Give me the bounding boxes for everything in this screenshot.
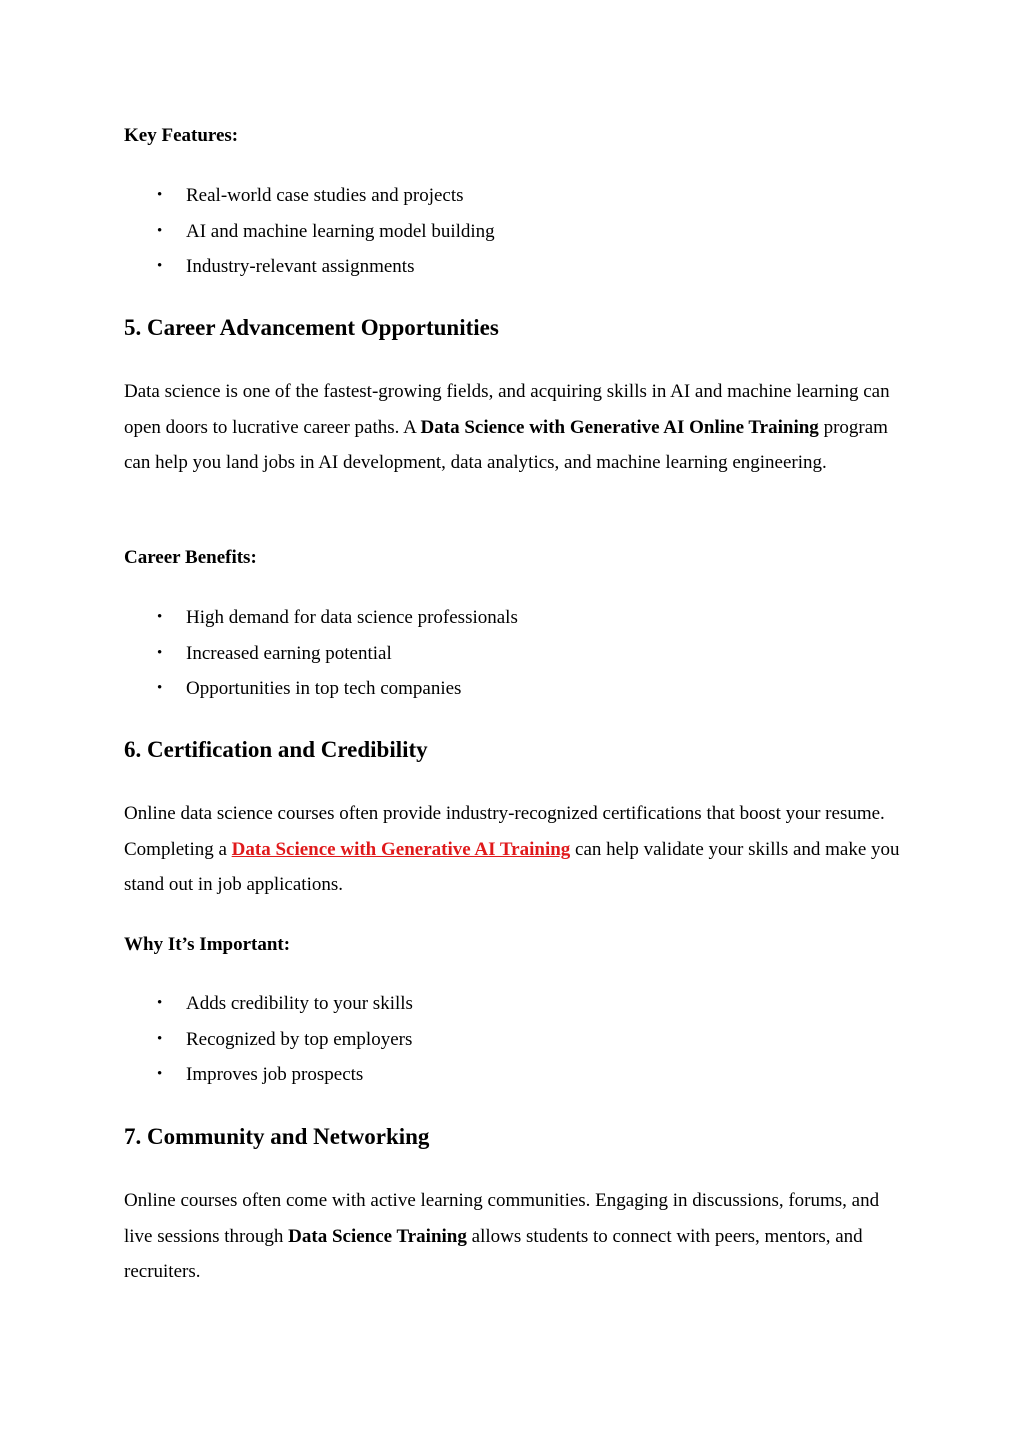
list-item: • AI and machine learning model building (124, 214, 495, 250)
list-item: • Opportunities in top tech companies (124, 671, 518, 707)
bullet-icon: • (157, 1066, 163, 1082)
training-link[interactable]: Data Science with Generative AI Training (231, 838, 571, 860)
list-item: • Improves job prospects (124, 1057, 413, 1093)
why-important-label: Why It’s Important: (124, 934, 291, 955)
career-benefits-label: Career Benefits: (124, 547, 257, 568)
bullet-icon: • (157, 258, 163, 274)
list-item: • High demand for data science professionals (124, 600, 518, 636)
bullet-icon: • (157, 222, 163, 239)
list-item: • Increased earning potential (124, 636, 518, 672)
certification-paragraph: Online data science courses often provide industry-recognized certifications that boost your resume. Completing a Data Science with Generative AI Training can help validate your skills and make you stand out in job applications. (124, 803, 900, 895)
section-heading-certification: 6. Certification and Credibility (124, 737, 428, 762)
bullet-icon: • (157, 644, 163, 661)
bullet-icon: • (157, 609, 163, 625)
key-features-list (124, 178, 495, 285)
career-paragraph: Data science is one of the fastest-growing fields, and acquiring skills in AI and machine learning can open doors to lucrative career paths. A Data Science with Generative AI Online Training program can help you land jobs in AI development, data analytics, and machine learning engineering. (124, 381, 890, 473)
community-paragraph: Online courses often come with active learning communities. Engaging in discussions, forums, and live sessions through Data Science Training allows students to connect with peers, mentors, and recruiters. (124, 1190, 880, 1282)
why-important-list (124, 986, 413, 1093)
list-item: • Real-world case studies and projects (124, 178, 495, 214)
bullet-icon: • (157, 1030, 163, 1047)
career-benefits-list (124, 600, 518, 707)
key-features-label: Key Features: (124, 125, 239, 146)
list-item: • Recognized by top employers (124, 1022, 413, 1058)
section-heading-community: 7. Community and Networking (124, 1124, 430, 1149)
list-item: • Industry-relevant assignments (124, 249, 495, 285)
bullet-icon: • (157, 995, 163, 1011)
section-heading-career: 5. Career Advancement Opportunities (124, 315, 499, 340)
list-item: • Adds credibility to your skills (124, 986, 413, 1022)
bullet-icon: • (157, 680, 163, 696)
bullet-icon: • (157, 187, 163, 203)
